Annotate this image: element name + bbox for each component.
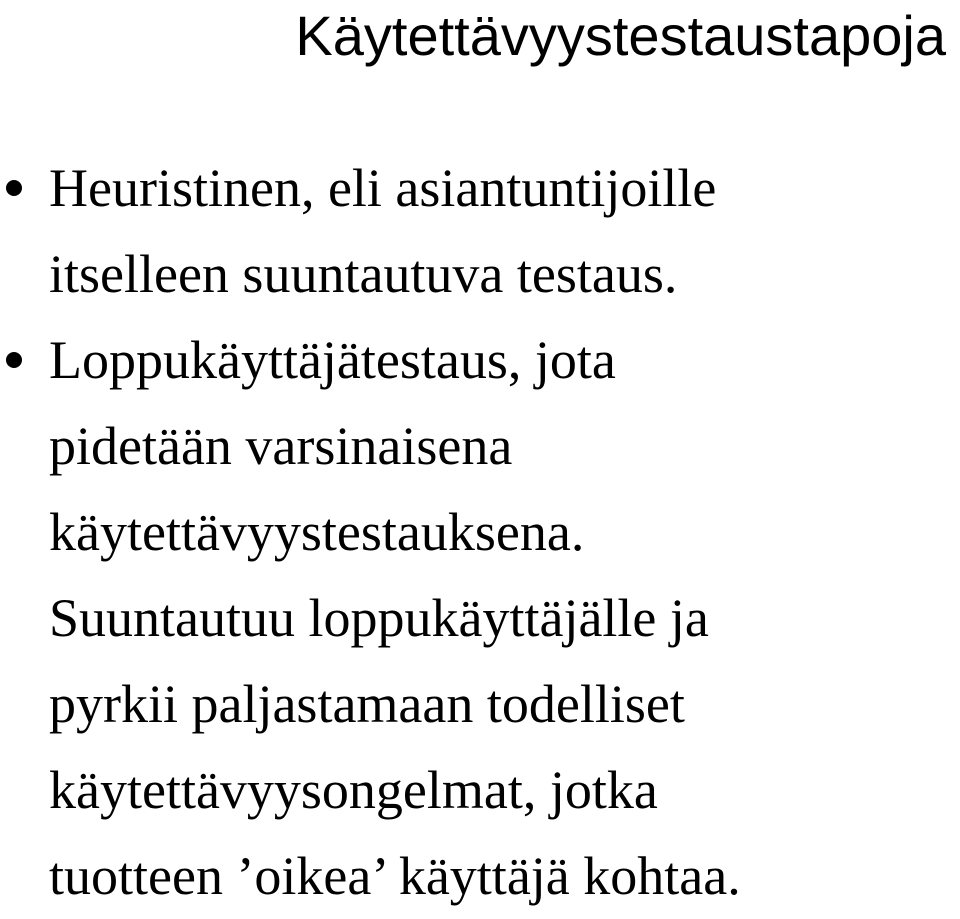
bullet-heuristic-testing	[0, 145, 741, 317]
bullet-line: käytettävyysongelmat, jotka	[49, 760, 658, 820]
bullet-dot-icon	[6, 352, 22, 368]
bullet-line: Loppukäyttäjätestaus, jota	[49, 330, 616, 390]
bullet-line: pyrkii paljastamaan todelliset	[49, 674, 685, 734]
bullet-end-user-testing	[0, 317, 741, 919]
bullet-list	[0, 145, 741, 919]
bullet-line: käytettävyystestauksena.	[49, 502, 585, 562]
bullet-line: Suuntautuu loppukäyttäjälle ja	[49, 588, 709, 648]
bullet-line: Heuristinen, eli asiantuntijoille	[49, 158, 717, 218]
bullet-dot-icon	[6, 180, 22, 196]
bullet-line: pidetään varsinaisena	[49, 416, 513, 476]
bullet-line: itselleen suuntautuva testaus.	[49, 244, 678, 304]
slide-title: Käytettävyystestaustapoja	[295, 4, 946, 67]
bullet-line: tuotteen ’oikea’ käyttäjä kohtaa.	[49, 846, 741, 906]
